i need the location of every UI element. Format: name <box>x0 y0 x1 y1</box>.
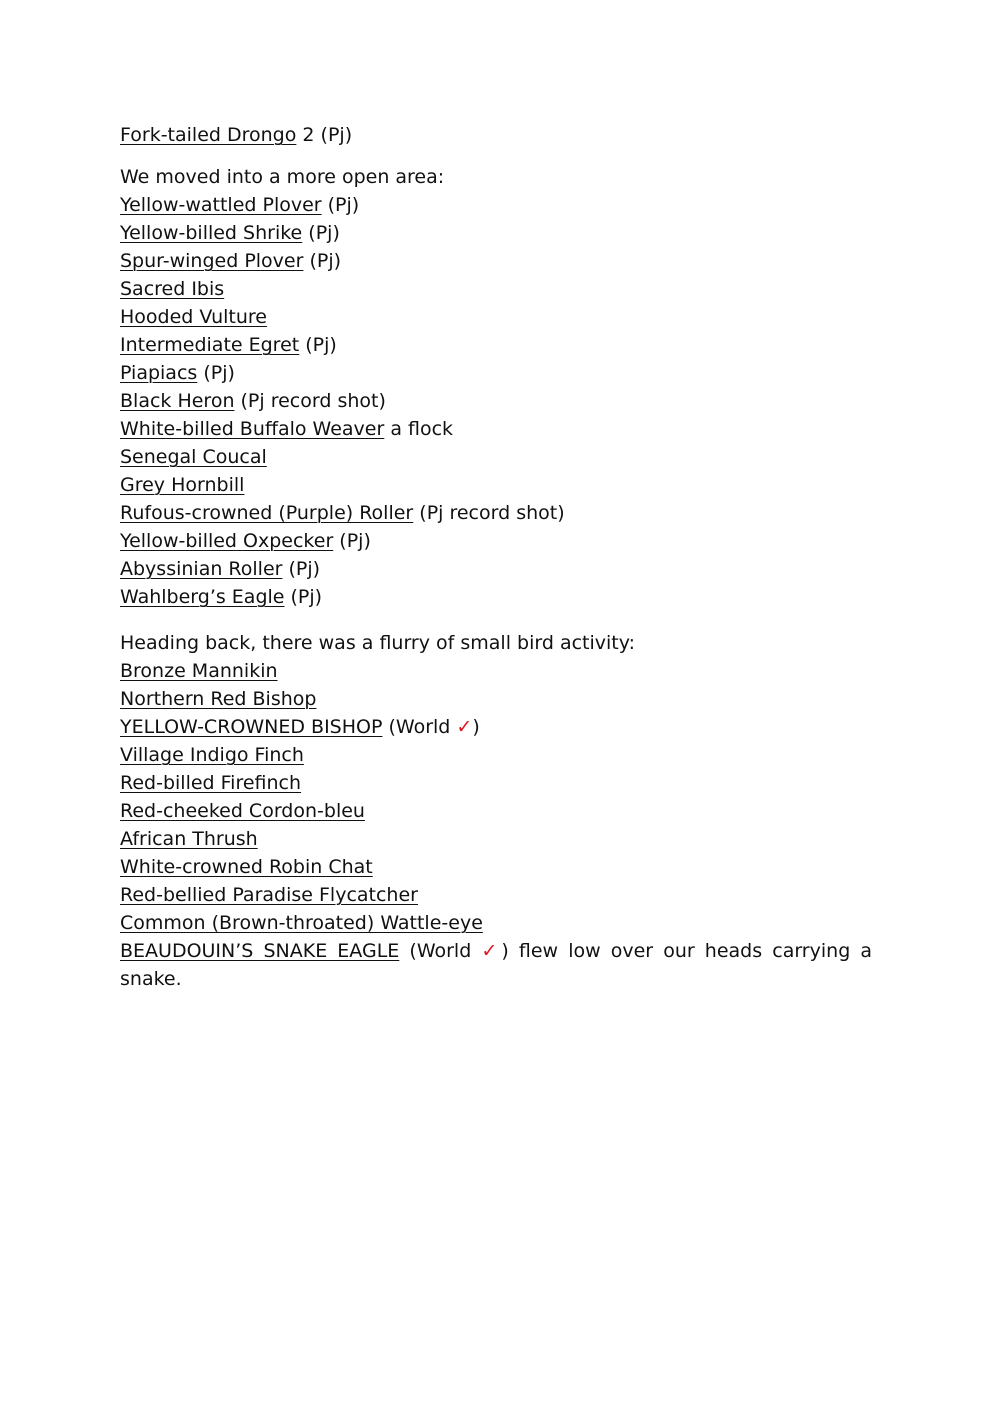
species-name: Red-bellied Paradise Flycatcher <box>120 884 418 906</box>
list-item <box>120 881 872 909</box>
checkmark-icon: ✓ <box>456 716 473 738</box>
species-name: Village Indigo Finch <box>120 744 304 766</box>
species-note: (Pj) <box>282 558 321 580</box>
list-item <box>120 331 872 359</box>
list-item <box>120 909 872 937</box>
species-name: African Thrush <box>120 828 258 850</box>
list-item <box>120 825 872 853</box>
species-note: 2 (Pj) <box>296 124 353 146</box>
list-item <box>120 443 872 471</box>
list-item <box>120 583 872 611</box>
species-note: ) flew low over our heads carrying a snake. <box>120 940 872 990</box>
list-item <box>120 191 872 219</box>
species-note: (Pj) <box>302 222 340 244</box>
species-note: (World <box>399 940 482 962</box>
species-name: Red-billed Firefinch <box>120 772 302 794</box>
trip-report-text <box>120 121 872 993</box>
species-name: Black Heron <box>120 390 235 412</box>
species-name: Spur-winged Plover <box>120 250 304 272</box>
list-item <box>120 471 872 499</box>
species-name: Sacred Ibis <box>120 278 225 300</box>
list-item <box>120 685 872 713</box>
species-note: (Pj) <box>333 530 371 552</box>
species-name: Common (Brown-throated) Wattle-eye <box>120 912 483 934</box>
species-name: Intermediate Egret <box>120 334 300 356</box>
species-note: (Pj record shot) <box>413 502 565 524</box>
list-item <box>120 853 872 881</box>
species-note: (Pj) <box>299 334 337 356</box>
species-name: YELLOW-CROWNED BISHOP <box>120 716 383 738</box>
species-name: Abyssinian Roller <box>120 558 283 580</box>
list-item <box>120 713 872 741</box>
species-name: Yellow-billed Oxpecker <box>120 530 334 552</box>
list-item <box>120 741 872 769</box>
species-name: White-crowned Robin Chat <box>120 856 373 878</box>
intro-line <box>120 121 872 149</box>
list-item <box>120 555 872 583</box>
section1-heading: We moved into a more open area: <box>120 166 445 188</box>
section2-heading: Heading back, there was a flurry of small bird activity: <box>120 632 635 654</box>
species-name: Red-cheeked Cordon-bleu <box>120 800 365 822</box>
species-name: BEAUDOUIN’S SNAKE EAGLE <box>120 940 400 962</box>
species-name: Northern Red Bishop <box>120 688 317 710</box>
species-name: Rufous-crowned (Purple) Roller <box>120 502 414 524</box>
species-name: Hooded Vulture <box>120 306 267 328</box>
list-item <box>120 769 872 797</box>
species-note: a flock <box>384 418 454 440</box>
list-item <box>120 657 872 685</box>
species-name: Yellow-billed Shrike <box>120 222 303 244</box>
list-item <box>120 303 872 331</box>
species-note: (Pj record shot) <box>234 390 386 412</box>
species-name: Bronze Mannikin <box>120 660 278 682</box>
species-name: Yellow-wattled Plover <box>120 194 322 216</box>
species-note: (Pj) <box>284 586 323 608</box>
species-name: Senegal Coucal <box>120 446 267 468</box>
species-name: Fork-tailed Drongo <box>120 124 297 146</box>
list-item <box>120 937 872 993</box>
list-item <box>120 275 872 303</box>
species-note: (Pj) <box>303 250 342 272</box>
list-item <box>120 499 872 527</box>
species-name: Piapiacs <box>120 362 198 384</box>
list-item <box>120 247 872 275</box>
species-note: (Pj) <box>321 194 360 216</box>
species-note: ) <box>472 716 480 738</box>
species-name: Wahlberg’s Eagle <box>120 586 285 608</box>
list-item <box>120 797 872 825</box>
checkmark-icon: ✓ <box>481 940 502 962</box>
species-name: Grey Hornbill <box>120 474 245 496</box>
list-item <box>120 415 872 443</box>
list-item <box>120 359 872 387</box>
list-item <box>120 219 872 247</box>
species-name: White-billed Buffalo Weaver <box>120 418 385 440</box>
list-item <box>120 527 872 555</box>
species-note: (Pj) <box>197 362 235 384</box>
species-note: (World <box>382 716 457 738</box>
list-item <box>120 387 872 415</box>
